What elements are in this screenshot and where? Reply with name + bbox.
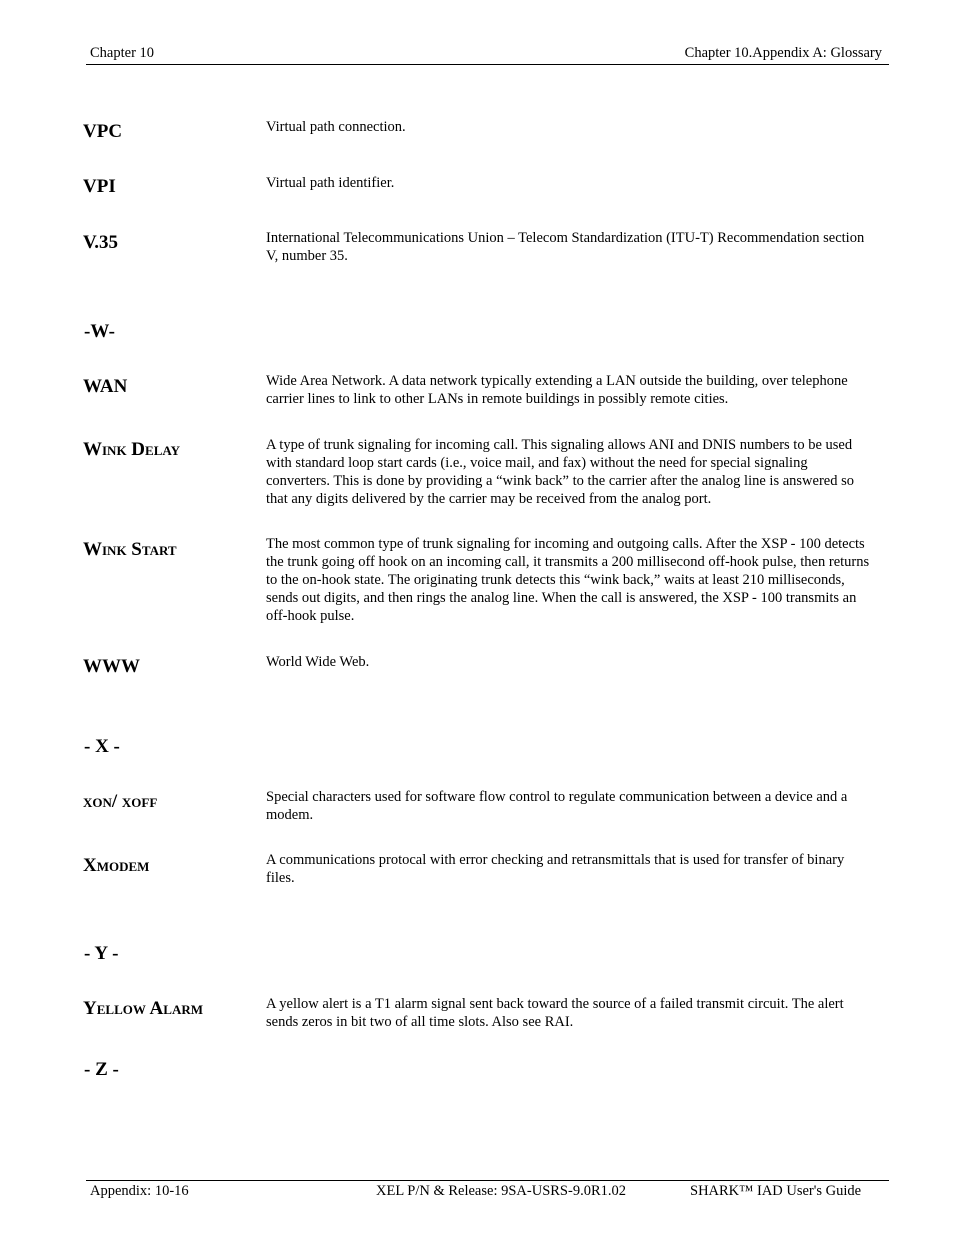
header-section-title: Chapter 10.Appendix A: Glossary (684, 45, 882, 61)
definition-wan: Wide Area Network. A data network typically extending a LAN outside the building, over telephone carrier lines to link to other LANs in remote buildings in possibly remote cities. (266, 373, 848, 407)
term-wink-start: Wink Start (83, 539, 177, 560)
term-vpc: VPC (83, 121, 123, 142)
term-vpi: VPI (83, 176, 116, 197)
definition-xon-xoff: Special characters used for software flow control to regulate communication between a device and a modem. (266, 789, 848, 823)
definition-vpc: Virtual path connection. (266, 119, 406, 135)
term-yellow-alarm: Yellow Alarm (83, 998, 203, 1019)
definition-wink-start: The most common type of trunk signaling for incoming and outgoing calls. After the XSP - 100 detects the trunk going off hook on an incoming call, it transmits a 200 millisecond off-hook pulse, then returns to the on-hook state. The originating trunk detects this “wink back,” waits at least 210 milliseconds, sends out digits, and then rings the analog line. When the call is answered, the XSP - 100 transmits an off-hook pulse. (266, 536, 870, 624)
footer-page-number: Appendix: 10-16 (90, 1183, 189, 1199)
section-heading-z: - Z - (84, 1059, 119, 1080)
definition-v35: International Telecommunications Union – Telecom Standardization (ITU-T) Recommendation section V, number 35. (266, 230, 865, 264)
section-heading-x: - X - (84, 736, 120, 757)
term-wan: WAN (83, 376, 128, 397)
footer-guide-title: SHARK™ IAD User's Guide (690, 1183, 862, 1199)
definition-vpi: Virtual path identifier. (266, 175, 395, 191)
term-www: WWW (83, 656, 140, 677)
definition-xmodem: A communications protocal with error checking and retransmittals that is used for transfer of binary files. (266, 852, 845, 886)
footer-rule (86, 1180, 889, 1181)
definition-yellow-alarm: A yellow alert is a T1 alarm signal sent back toward the source of a failed transmit circuit. The alert sends zeros in bit two of all time slots. Also see RAI. (266, 996, 844, 1030)
term-v35: V.35 (83, 232, 119, 253)
definition-www: World Wide Web. (266, 654, 370, 670)
section-heading-y: - Y - (84, 943, 119, 964)
term-xon-xoff: xon/ xoff (83, 791, 158, 812)
term-xmodem: Xmodem (83, 855, 150, 876)
term-wink-delay: Wink Delay (83, 439, 180, 460)
definition-wink-delay: A type of trunk signaling for incoming call. This signaling allows ANI and DNIS numbers to be used with standard loop start cards (i.e., voice mail, and fax) without the need for special signaling converters. This is done by providing a “wink back” to the carrier after the analog line is answered so that any digits delivered by the carrier may be received from the analog port. (266, 437, 854, 507)
header-chapter: Chapter 10 (90, 45, 155, 61)
footer-part-number: XEL P/N & Release: 9SA-USRS-9.0R1.02 (376, 1183, 626, 1199)
section-heading-w: -W- (84, 321, 115, 342)
header-rule (86, 64, 889, 65)
